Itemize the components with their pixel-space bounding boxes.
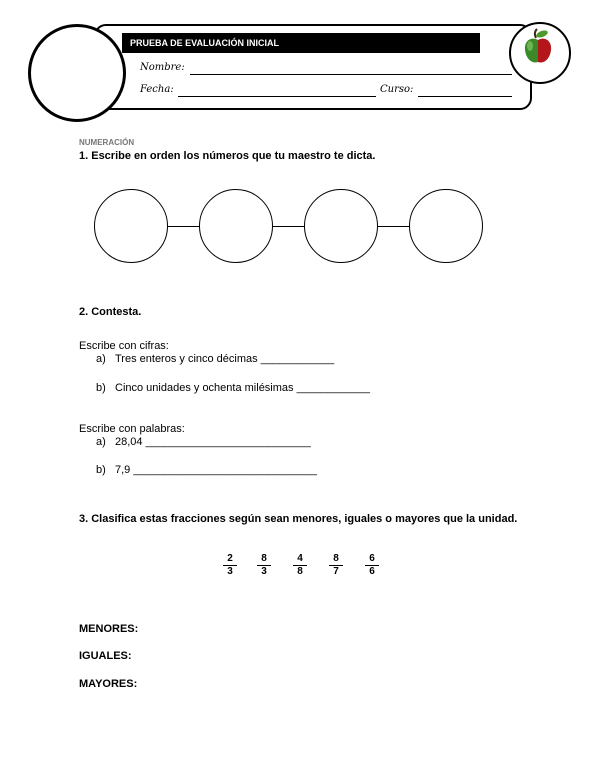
list-marker: a)	[96, 353, 106, 365]
logo-circle	[509, 22, 571, 84]
fraction-numerator: 8	[329, 553, 343, 566]
name-label: Nombre:	[140, 62, 185, 73]
menores-label: MENORES:	[79, 623, 139, 635]
fraction-numerator: 8	[257, 553, 271, 566]
palabras-item-b: 7,9 ______________________________	[115, 464, 317, 476]
test-title: PRUEBA DE EVALUACIÓN INICIAL	[122, 33, 480, 53]
cifras-item-b: Cinco unidades y ochenta milésimas ____________	[115, 382, 371, 394]
cifras-item-a: Tres enteros y cinco décimas ____________	[115, 353, 335, 365]
question-2: 2. Contesta.	[79, 306, 142, 318]
course-field[interactable]	[418, 96, 512, 97]
connector-line	[168, 226, 201, 227]
connector-line	[273, 226, 306, 227]
list-marker: b)	[96, 464, 106, 476]
fraction	[365, 553, 379, 578]
fraction-numerator: 6	[365, 553, 379, 566]
question-3: 3. Clasifica estas fracciones según sean menores, iguales o mayores que la unidad.	[79, 513, 518, 525]
fraction-numerator: 4	[293, 553, 307, 566]
date-field[interactable]	[178, 96, 376, 97]
fraction-denominator: 6	[369, 566, 375, 577]
iguales-label: IGUALES:	[79, 650, 132, 662]
name-field[interactable]	[190, 74, 512, 75]
date-label: Fecha:	[140, 84, 174, 95]
photo-circle	[28, 24, 126, 122]
number-circle-4[interactable]	[409, 189, 483, 263]
course-label: Curso:	[380, 84, 414, 95]
number-circle-1[interactable]	[94, 189, 168, 263]
number-circle-2[interactable]	[199, 189, 273, 263]
list-marker: a)	[96, 436, 106, 448]
fraction	[329, 553, 343, 578]
fraction	[257, 553, 271, 578]
fraction-denominator: 8	[297, 566, 303, 577]
fraction	[293, 553, 307, 578]
fraction-denominator: 7	[333, 566, 339, 577]
mayores-label: MAYORES:	[79, 678, 138, 690]
palabras-item-a: 28,04 ___________________________	[115, 436, 311, 448]
apple-icon	[509, 22, 567, 80]
fraction-denominator: 3	[261, 566, 267, 577]
fraction	[223, 553, 237, 578]
cifras-label: Escribe con cifras:	[79, 340, 169, 352]
fraction-numerator: 2	[223, 553, 237, 566]
connector-line	[378, 226, 411, 227]
list-marker: b)	[96, 382, 106, 394]
palabras-label: Escribe con palabras:	[79, 423, 185, 435]
number-circle-3[interactable]	[304, 189, 378, 263]
question-1: 1. Escribe en orden los números que tu maestro te dicta.	[79, 150, 376, 162]
fraction-denominator: 3	[227, 566, 233, 577]
section-label: NUMERACIÓN	[79, 138, 135, 147]
